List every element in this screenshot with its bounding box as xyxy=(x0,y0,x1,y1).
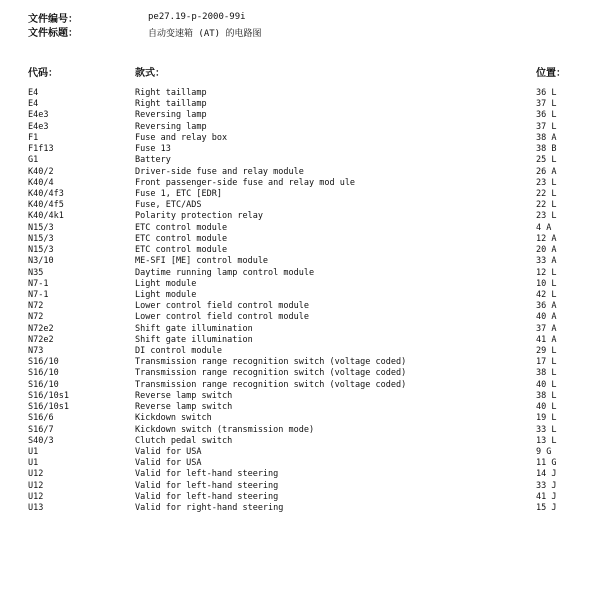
table-row xyxy=(0,335,604,346)
component-position: 13 L xyxy=(536,435,557,446)
component-position: 37 A xyxy=(536,323,557,334)
table-row xyxy=(0,133,604,144)
component-description: Reversing lamp xyxy=(135,121,207,132)
component-description: Valid for left-hand steering xyxy=(135,480,279,491)
table-row xyxy=(0,290,604,301)
component-position: 38 L xyxy=(536,368,557,379)
component-code: K40/4 xyxy=(28,177,54,188)
component-position: 23 L xyxy=(536,211,557,222)
component-position: 4 A xyxy=(536,222,552,233)
component-position: 36 L xyxy=(536,110,557,121)
component-description: Fuse, ETC/ADS xyxy=(135,200,202,211)
table-row xyxy=(0,245,604,256)
table-row xyxy=(0,279,604,290)
component-code: N15/3 xyxy=(28,245,54,256)
component-description: Transmission range recognition switch (voltage coded) xyxy=(135,368,407,379)
component-position: 11 G xyxy=(536,458,557,469)
component-code: N15/3 xyxy=(28,222,54,233)
component-description: ME-SFI [ME] control module xyxy=(135,256,269,267)
component-position: 22 L xyxy=(536,200,557,211)
header-code: 代码： xyxy=(28,68,58,79)
component-code: E4e3 xyxy=(28,110,49,121)
component-position: 33 A xyxy=(536,256,557,267)
component-description: ETC control module xyxy=(135,245,228,256)
component-code: N72 xyxy=(28,301,44,312)
component-code: G1 xyxy=(28,155,39,166)
component-code: S16/10s1 xyxy=(28,402,69,413)
component-description: Fuse and relay box xyxy=(135,132,228,143)
component-code: S16/10 xyxy=(28,357,59,368)
table-row xyxy=(0,402,604,413)
component-description: Front passenger-side fuse and relay mod ule xyxy=(135,177,356,188)
component-description: Polarity protection relay xyxy=(135,211,263,222)
component-description: Kickdown switch (transmission mode) xyxy=(135,424,315,435)
component-position: 26 A xyxy=(536,166,557,177)
component-position: 40 L xyxy=(536,379,557,390)
table-row xyxy=(0,368,604,379)
component-description: Right taillamp xyxy=(135,99,207,110)
component-code: S16/10 xyxy=(28,379,59,390)
component-code: U12 xyxy=(28,469,44,480)
component-description: Reversing lamp xyxy=(135,110,207,121)
table-row xyxy=(0,492,604,503)
component-position: 40 L xyxy=(536,402,557,413)
table-row xyxy=(0,503,604,514)
component-description: Battery xyxy=(135,155,171,166)
table-row xyxy=(0,481,604,492)
table-row xyxy=(0,346,604,357)
component-position: 40 A xyxy=(536,312,557,323)
component-position: 36 L xyxy=(536,88,557,98)
component-description: Lower control field control module xyxy=(135,312,309,323)
component-code: U1 xyxy=(28,458,39,469)
table-row xyxy=(0,256,604,267)
component-position: 38 B xyxy=(536,144,557,155)
component-code: N72e2 xyxy=(28,323,54,334)
table-row xyxy=(0,200,604,211)
component-position: 14 J xyxy=(536,469,557,480)
component-description: ETC control module xyxy=(135,233,228,244)
component-position: 25 L xyxy=(536,155,557,166)
component-position: 42 L xyxy=(536,289,557,300)
table-row xyxy=(0,155,604,166)
table-row xyxy=(0,425,604,436)
component-position: 29 L xyxy=(536,346,557,357)
table-row xyxy=(0,167,604,178)
component-code: N35 xyxy=(28,267,44,278)
component-table xyxy=(0,88,604,514)
component-description: Valid for right-hand steering xyxy=(135,503,284,514)
component-description: Reverse lamp switch xyxy=(135,390,233,401)
table-row xyxy=(0,458,604,469)
table-row xyxy=(0,357,604,368)
component-description: Shift gate illumination xyxy=(135,334,253,345)
component-code: N73 xyxy=(28,346,44,357)
component-position: 41 J xyxy=(536,491,557,502)
table-row xyxy=(0,234,604,245)
table-row xyxy=(0,436,604,447)
component-code: S40/3 xyxy=(28,435,54,446)
component-description: Valid for USA xyxy=(135,458,202,469)
component-position: 12 L xyxy=(536,267,557,278)
component-description: Transmission range recognition switch (voltage coded) xyxy=(135,357,407,368)
component-position: 37 L xyxy=(536,99,557,110)
component-description: Valid for left-hand steering xyxy=(135,491,279,502)
component-position: 23 L xyxy=(536,177,557,188)
component-position: 41 A xyxy=(536,334,557,345)
table-row xyxy=(0,122,604,133)
component-position: 9 G xyxy=(536,447,552,457)
component-description: Shift gate illumination xyxy=(135,323,253,334)
component-position: 12 A xyxy=(536,233,557,244)
component-description: Right taillamp xyxy=(135,88,207,98)
component-code: S16/10 xyxy=(28,368,59,379)
component-description: Fuse 13 xyxy=(135,144,171,155)
component-position: 10 L xyxy=(536,278,557,289)
component-code: U12 xyxy=(28,491,44,502)
table-row xyxy=(0,178,604,189)
header-position: 位置： xyxy=(536,68,566,79)
table-row xyxy=(0,144,604,155)
component-description: Light module xyxy=(135,289,197,300)
table-row xyxy=(0,189,604,200)
table-row xyxy=(0,380,604,391)
table-row xyxy=(0,447,604,458)
component-position: 36 A xyxy=(536,301,557,312)
component-description: Valid for USA xyxy=(135,447,202,457)
component-description: Fuse 1, ETC [EDR] xyxy=(135,188,222,199)
component-code: N7-1 xyxy=(28,278,49,289)
component-code: K40/2 xyxy=(28,166,54,177)
component-position: 20 A xyxy=(536,245,557,256)
component-code: U1 xyxy=(28,447,39,457)
component-code: F1f13 xyxy=(28,144,54,155)
table-row xyxy=(0,391,604,402)
table-row xyxy=(0,469,604,480)
component-description: Daytime running lamp control module xyxy=(135,267,315,278)
component-position: 38 A xyxy=(536,132,557,143)
component-code: N15/3 xyxy=(28,233,54,244)
component-description: Valid for left-hand steering xyxy=(135,469,279,480)
document-number-value: pe27.19-p-2000-99i xyxy=(148,12,246,22)
component-code: K40/4f5 xyxy=(28,200,64,211)
component-position: 38 L xyxy=(536,390,557,401)
table-row xyxy=(0,99,604,110)
component-position: 15 J xyxy=(536,503,557,514)
component-code: U13 xyxy=(28,503,44,514)
component-code: U12 xyxy=(28,480,44,491)
component-code: N7-1 xyxy=(28,289,49,300)
document-number-label: 文件编号： xyxy=(28,14,78,25)
component-description: Kickdown switch xyxy=(135,413,212,424)
component-code: N3/10 xyxy=(28,256,54,267)
document-title-value: 自动变速箱 (AT) 的电路图 xyxy=(148,29,262,39)
component-description: Driver-side fuse and relay module xyxy=(135,166,304,177)
table-row xyxy=(0,268,604,279)
component-position: 33 J xyxy=(536,480,557,491)
document-title-label: 文件标题： xyxy=(28,28,78,39)
component-code: K40/4k1 xyxy=(28,211,64,222)
component-code: E4 xyxy=(28,99,39,110)
table-row xyxy=(0,324,604,335)
component-description: Reverse lamp switch xyxy=(135,402,233,413)
component-code: E4e3 xyxy=(28,121,49,132)
component-code: N72 xyxy=(28,312,44,323)
component-description: DI control module xyxy=(135,346,222,357)
component-position: 19 L xyxy=(536,413,557,424)
component-code: S16/6 xyxy=(28,413,54,424)
component-description: Lower control field control module xyxy=(135,301,309,312)
component-code: N72e2 xyxy=(28,334,54,345)
component-code: S16/7 xyxy=(28,424,54,435)
component-code: S16/10s1 xyxy=(28,390,69,401)
table-row xyxy=(0,413,604,424)
component-position: 22 L xyxy=(536,188,557,199)
component-position: 17 L xyxy=(536,357,557,368)
table-row xyxy=(0,88,604,99)
component-code: F1 xyxy=(28,132,39,143)
component-description: ETC control module xyxy=(135,222,228,233)
component-description: Transmission range recognition switch (voltage coded) xyxy=(135,379,407,390)
component-code: E4 xyxy=(28,88,39,98)
component-position: 33 L xyxy=(536,424,557,435)
table-row xyxy=(0,211,604,222)
component-description: Clutch pedal switch xyxy=(135,435,233,446)
table-row xyxy=(0,312,604,323)
header-description: 款式： xyxy=(135,68,165,79)
component-description: Light module xyxy=(135,278,197,289)
table-row xyxy=(0,110,604,121)
table-row xyxy=(0,301,604,312)
table-row xyxy=(0,223,604,234)
component-position: 37 L xyxy=(536,121,557,132)
component-code: K40/4f3 xyxy=(28,188,64,199)
